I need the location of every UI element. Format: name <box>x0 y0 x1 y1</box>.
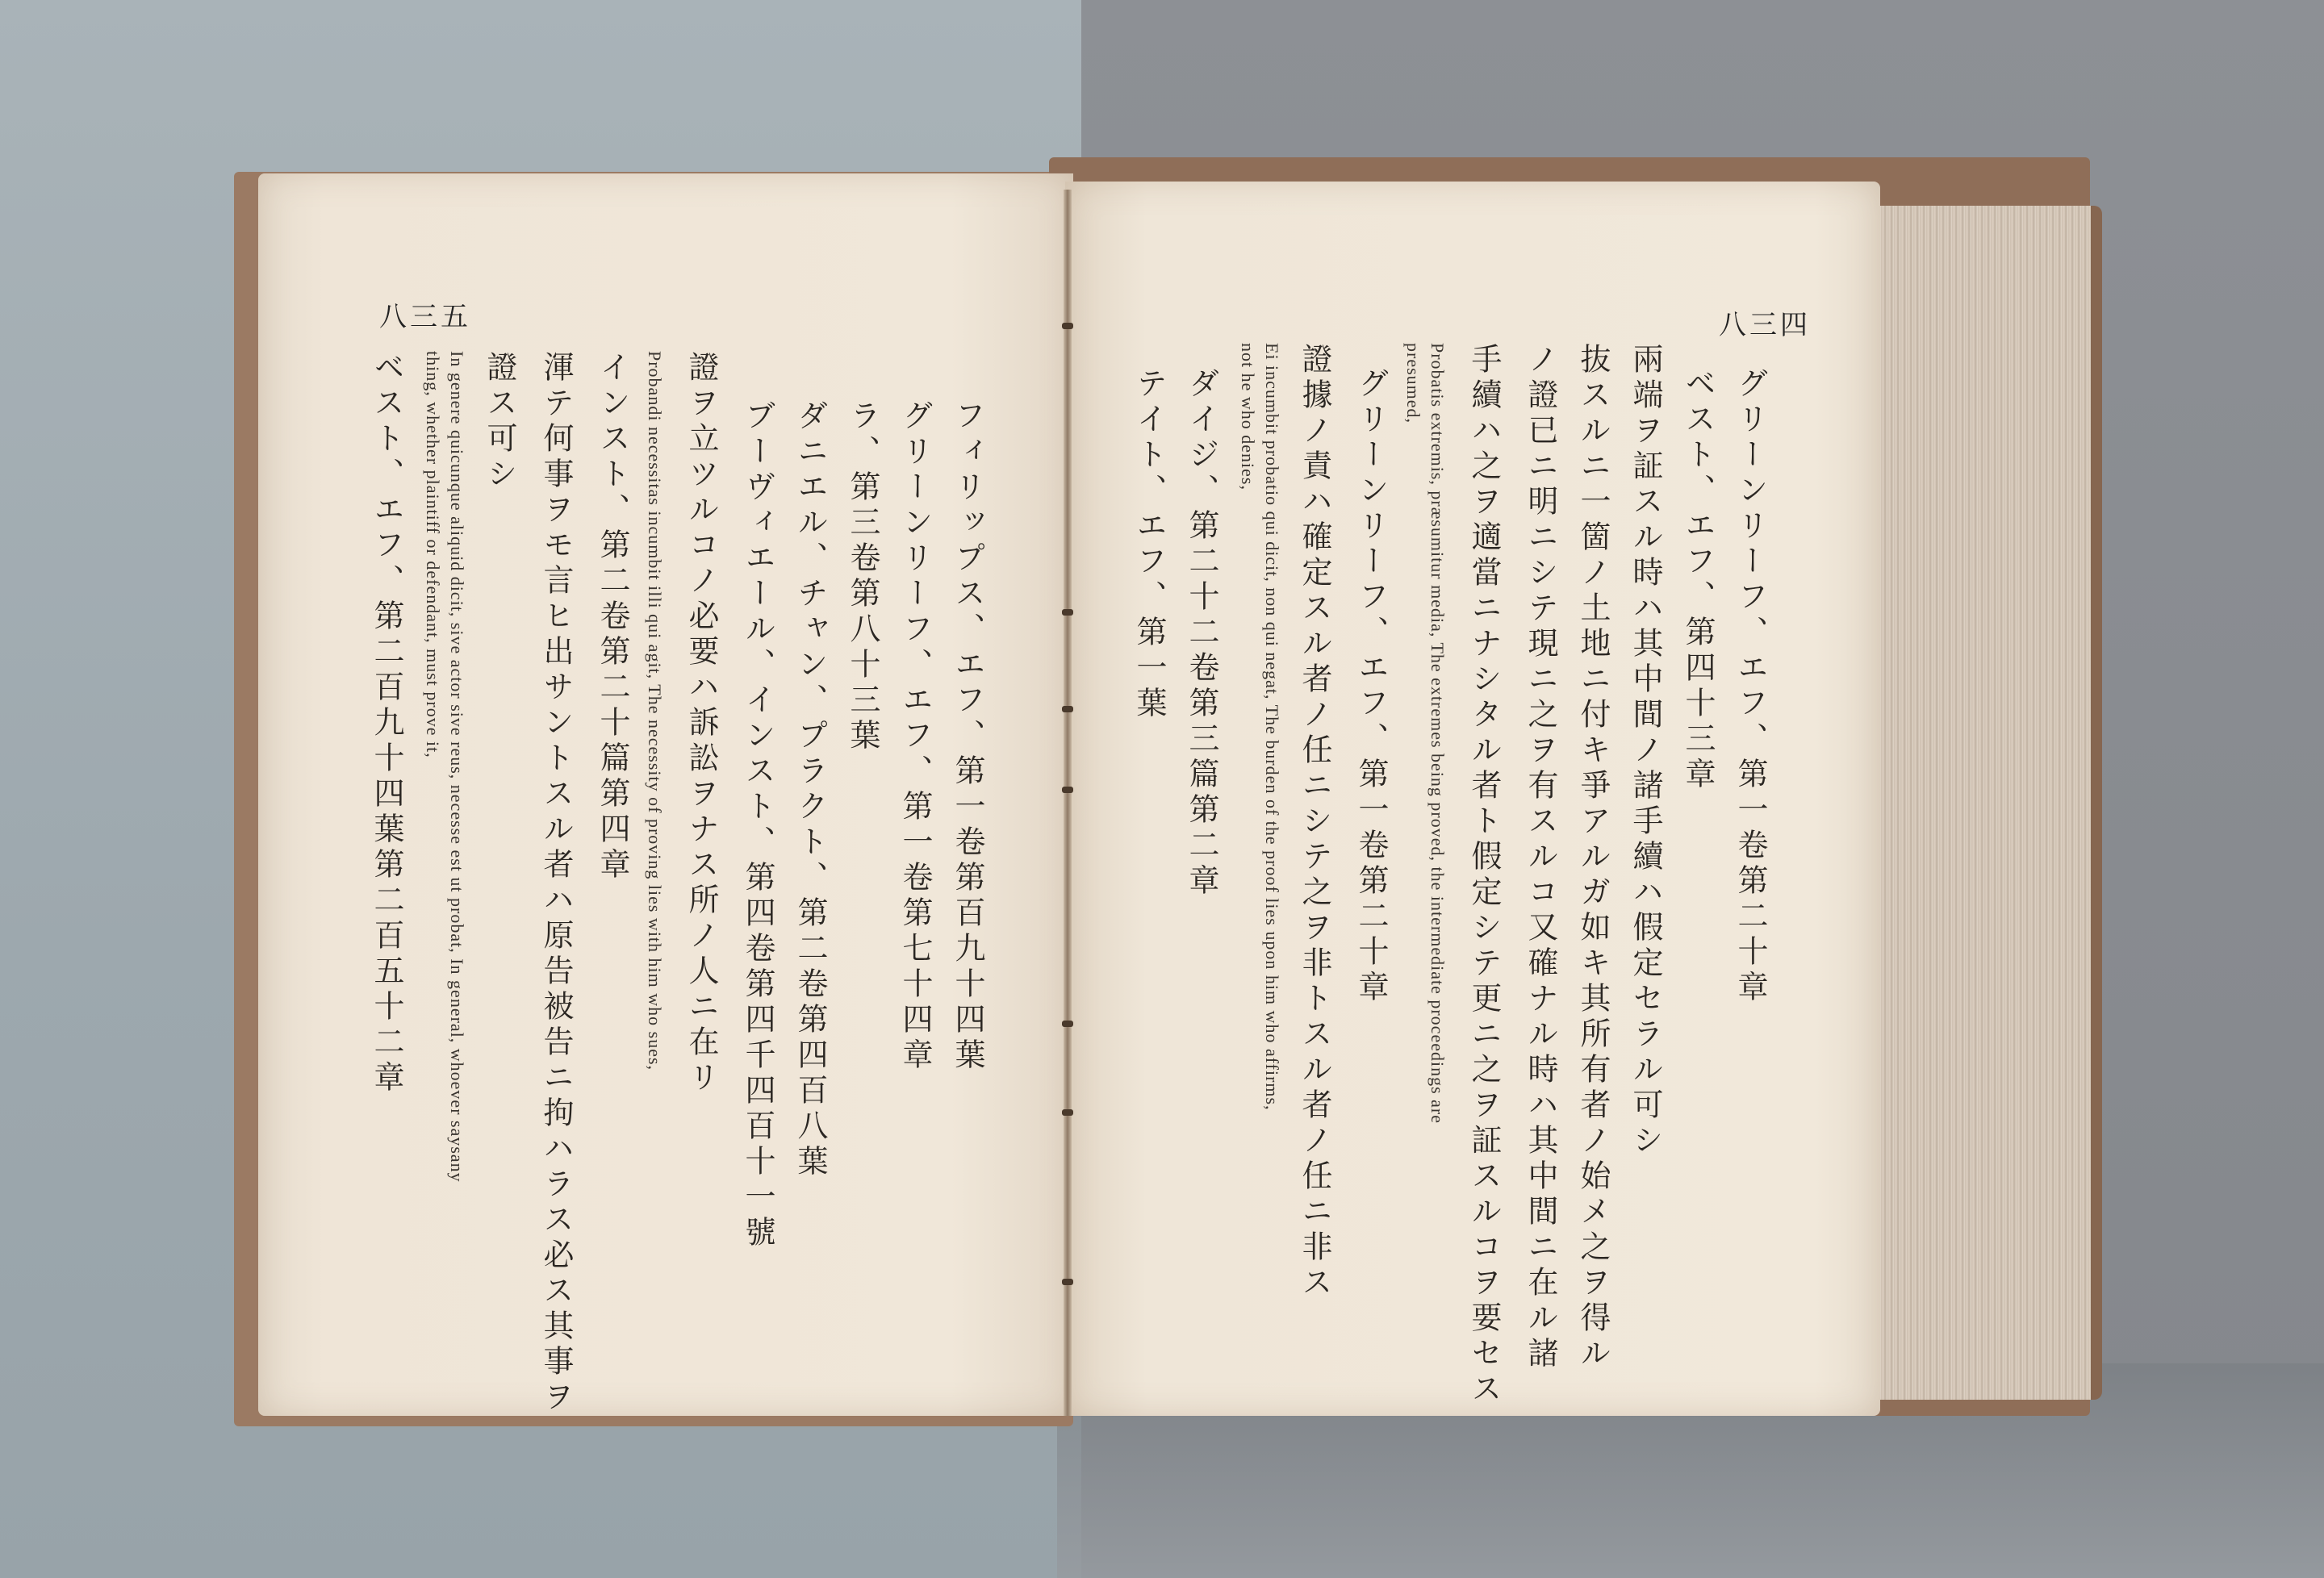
binding-stitch <box>1062 323 1073 329</box>
left-line-10: 證ス可シ <box>482 351 517 493</box>
left-line-8: インスト、第二卷第二十篇第四章 <box>595 351 630 883</box>
right-line-3: 兩端ヲ証スル時ハ其中間ノ諸手續ハ假定セラル可シ <box>1628 343 1663 1159</box>
page-edges <box>1849 206 2102 1400</box>
left-line-2: グリーンリーフ、エフ、第一卷第七十四章 <box>897 399 933 1074</box>
left-page <box>258 173 1073 1416</box>
right-latin-3: Ei incumbit probatio qui dicit, non qui negat, The burden of the proof lies upon him who affirms, <box>1262 343 1282 1111</box>
left-line-9: 渾テ何事ヲモ言ヒ出サントスル者ハ原告被告ニ拘ハラス必ス其事ヲ <box>538 351 574 1416</box>
right-line-2: ベスト、エフ、第四十三章 <box>1680 367 1716 793</box>
right-line-13: ダイジ、第二十二卷第三篇第二章 <box>1184 367 1219 900</box>
right-line-14: テイト、エフ、第一葉 <box>1131 367 1167 722</box>
left-latin-2: In genere quicunque aliquid dicit, sive actor sive reus, necesse est ut probat, In general, whoever saysany <box>447 351 467 1183</box>
left-line-13: ベスト、エフ、第二百九十四葉第二百五十二章 <box>369 351 404 1096</box>
left-line-3: ラ、第三卷第八十三葉 <box>845 399 880 754</box>
left-page-number: 八三五 <box>379 301 471 333</box>
binding-stitch <box>1062 706 1073 712</box>
right-page <box>1065 182 1880 1416</box>
right-latin-2: presumed, <box>1403 343 1423 424</box>
binding-stitch <box>1062 609 1073 616</box>
right-line-9: グリーンリーフ、エフ、第一卷第二十章 <box>1353 367 1389 1006</box>
left-line-6: 證ヲ立ツルコノ必要ハ訴訟ヲナス所ノ人ニ在リ <box>683 351 719 1096</box>
binding-stitch <box>1062 1279 1073 1285</box>
right-latin-4: not he who denies, <box>1238 343 1258 491</box>
book-gutter <box>1064 190 1072 1416</box>
left-latin-3: thing, whether plaintiff or defendant, must prove it, <box>423 351 443 758</box>
open-book <box>234 157 2106 1448</box>
right-line-6: 手續ハ之ヲ適當ニナシタル者ト假定シテ更ニ之ヲ証スルコヲ要セス <box>1466 343 1502 1408</box>
binding-stitch <box>1062 1109 1073 1116</box>
right-line-4: 抜スルニ一箇ノ土地ニ付キ爭アルガ如キ其所有者ノ始メ之ヲ得ル <box>1575 343 1611 1372</box>
left-line-4: ダニエル、チャン、プラクト、第二卷第四百八葉 <box>792 399 828 1180</box>
right-page-number: 八三四 <box>1719 309 1811 341</box>
left-latin-1: Probandi necessitas incumbit illi qui agit, The necessity of proving lies with him who sues, <box>645 351 665 1071</box>
right-line-5: ノ證已ニ明ニシテ現ニ之ヲ有スルコ又確ナル時ハ其中間ニ在ル諸 <box>1523 343 1558 1372</box>
left-line-1: フィリップス、エフ、第一卷第百九十四葉 <box>950 399 985 1074</box>
binding-stitch <box>1062 1021 1073 1027</box>
left-line-5: ブーヴィエール、インスト、第四卷第四千四百十一號 <box>740 399 775 1251</box>
right-line-10: 證據ノ責ハ確定スル者ノ任ニシテ之ヲ非トスル者ノ任ニ非ス <box>1297 343 1332 1301</box>
right-latin-1: Probatis extremis, præsumitur media, The extremes being proved, the intermediate proceedings are <box>1427 343 1448 1124</box>
right-line-1: グリーンリーフ、エフ、第一卷第二十章 <box>1733 367 1768 1006</box>
binding-stitch <box>1062 787 1073 793</box>
